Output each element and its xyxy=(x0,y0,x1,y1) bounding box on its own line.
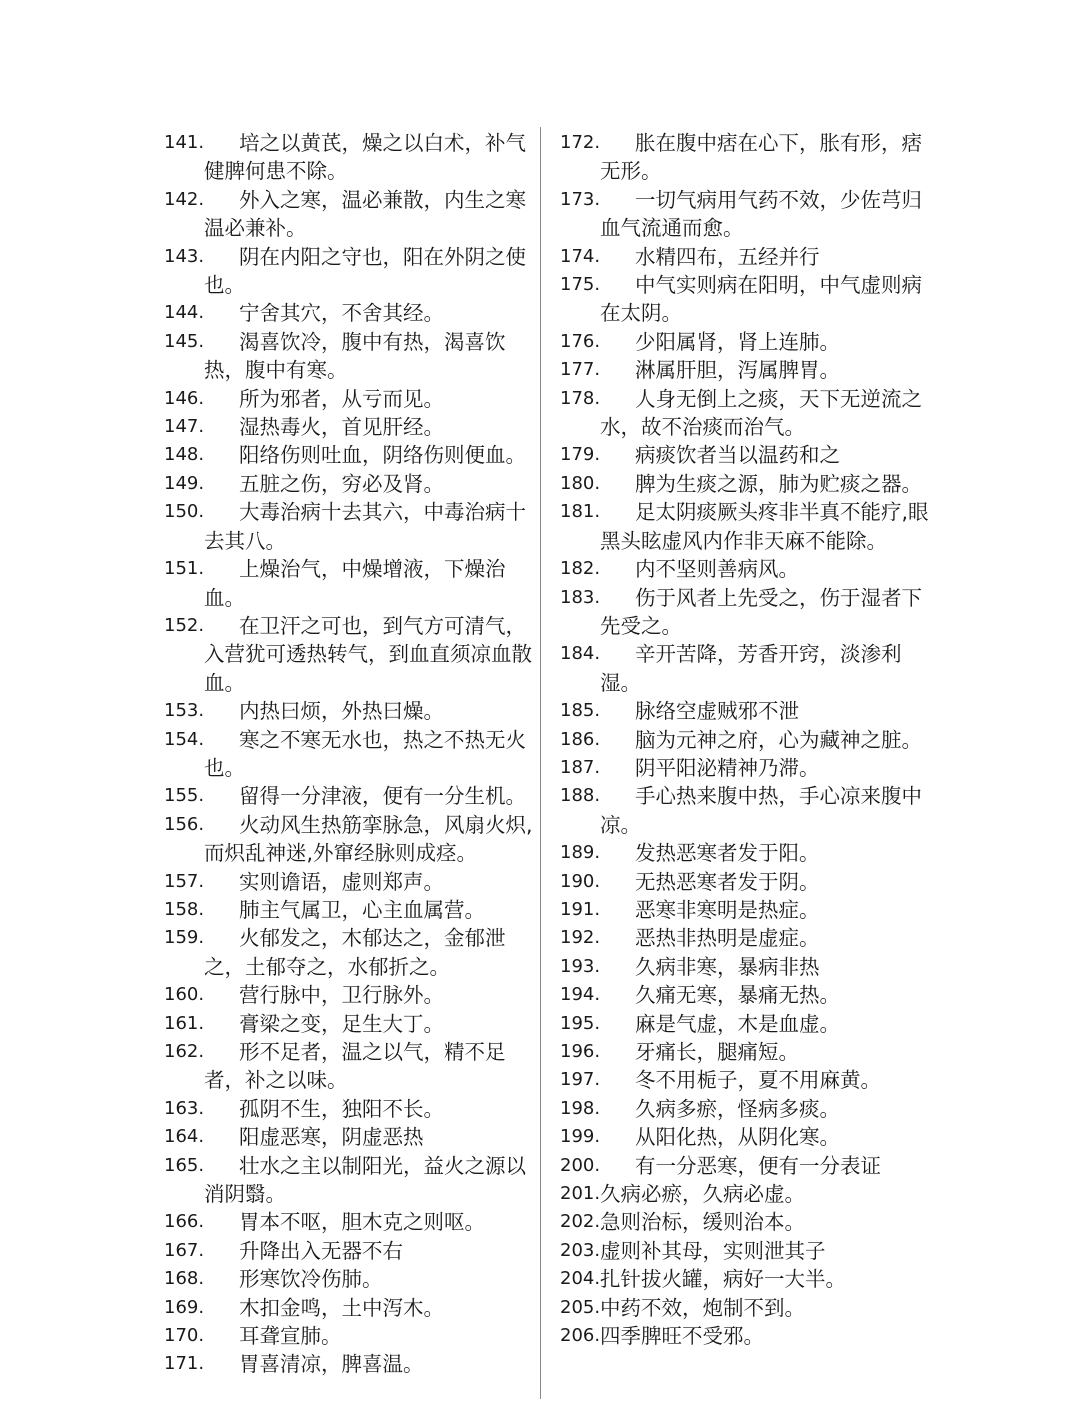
entry-text: 脑为元神之府，心为藏神之脏。 xyxy=(635,727,922,752)
saying-entry xyxy=(560,441,935,469)
entry-number: 148. xyxy=(164,444,205,466)
saying-entry xyxy=(560,243,935,271)
saying-entry xyxy=(164,328,536,385)
entry-text: 肺主气属卫，心主血属营。 xyxy=(239,897,485,922)
entry-number: 154. xyxy=(164,728,205,750)
entry-number: 147. xyxy=(164,416,205,438)
entry-text: 上燥治气，中燥增液，下燥治血。 xyxy=(204,557,506,610)
entry-number: 203. xyxy=(560,1239,601,1261)
saying-entry xyxy=(560,868,935,896)
entry-text: 阳虚恶寒，阴虚恶热 xyxy=(239,1125,424,1150)
entry-number: 157. xyxy=(164,870,205,892)
saying-entry xyxy=(164,1010,536,1038)
entry-text: 升降出入无器不右 xyxy=(239,1238,403,1263)
saying-entry xyxy=(560,782,935,839)
saying-entry xyxy=(164,1038,536,1095)
entry-text: 四季脾旺不受邪。 xyxy=(600,1324,764,1349)
saying-entry xyxy=(560,754,935,782)
saying-entry xyxy=(560,1322,935,1350)
entry-number: 166. xyxy=(164,1211,205,1233)
saying-entry xyxy=(164,1294,536,1322)
entry-text: 内热曰烦，外热曰燥。 xyxy=(239,699,444,724)
saying-entry xyxy=(560,1123,935,1151)
entry-number: 189. xyxy=(560,842,601,864)
entry-number: 152. xyxy=(164,614,205,636)
entry-text: 久病非寒，暴病非热 xyxy=(635,954,820,979)
entry-text: 扎针拔火罐，病好一大半。 xyxy=(600,1267,846,1292)
entry-number: 200. xyxy=(560,1154,601,1176)
saying-entry xyxy=(560,981,935,1009)
entry-number: 142. xyxy=(164,188,205,210)
entry-text: 中气实则病在阳明，中气虚则病在太阴。 xyxy=(600,273,922,326)
entry-number: 141. xyxy=(164,132,205,153)
saying-entry xyxy=(560,328,935,356)
saying-entry xyxy=(164,896,536,924)
entry-text: 膏梁之变，足生大丁。 xyxy=(239,1011,444,1036)
entry-number: 150. xyxy=(164,501,205,523)
saying-entry xyxy=(560,1066,935,1094)
saying-entry xyxy=(560,640,935,697)
entry-text: 辛开苦降，芳香开窍，淡渗利湿。 xyxy=(600,642,902,695)
entry-number: 188. xyxy=(560,785,601,807)
entry-text: 形不足者，温之以气，精不足者，补之以味。 xyxy=(204,1040,506,1093)
entry-number: 193. xyxy=(560,955,601,977)
saying-entry xyxy=(560,356,935,384)
entry-text: 五脏之伤，穷必及肾。 xyxy=(239,471,444,496)
entry-number: 158. xyxy=(164,898,205,920)
entry-text: 脾为生痰之源，肺为贮痰之器。 xyxy=(635,471,922,496)
saying-entry xyxy=(164,385,536,413)
entry-text: 胀在腹中痞在心下，胀有形，痞无形。 xyxy=(600,131,922,184)
saying-entry xyxy=(560,1294,935,1322)
entry-number: 185. xyxy=(560,700,601,722)
entry-number: 182. xyxy=(560,558,601,580)
entry-text: 所为邪者，从亏而见。 xyxy=(239,386,444,411)
entry-number: 169. xyxy=(164,1296,205,1318)
entry-number: 181. xyxy=(560,501,601,523)
saying-entry xyxy=(164,441,536,469)
saying-entry xyxy=(560,1152,935,1180)
entry-text: 少阳属肾，肾上连肺。 xyxy=(635,329,840,354)
saying-entry xyxy=(164,1350,536,1378)
saying-entry xyxy=(560,271,935,328)
entry-number: 165. xyxy=(164,1154,205,1176)
entry-text: 牙痛长，腿痛短。 xyxy=(635,1040,799,1064)
saying-entry xyxy=(164,413,536,441)
saying-entry xyxy=(164,498,536,555)
entry-text: 火动风生热筋挛脉急，风扇火炽,而炽乱神迷,外窜经脉则成痉。 xyxy=(204,812,533,866)
entry-number: 177. xyxy=(560,359,601,381)
saying-entry xyxy=(560,385,935,442)
entry-number: 197. xyxy=(560,1069,601,1091)
entry-text: 发热恶寒者发于阳。 xyxy=(635,841,820,866)
entry-text: 留得一分津液，便有一分生机。 xyxy=(239,784,526,809)
saying-entry xyxy=(164,1152,536,1209)
entry-number: 176. xyxy=(560,330,601,352)
entry-number: 184. xyxy=(560,643,601,665)
saying-entry xyxy=(560,1038,935,1066)
entry-text: 病痰饮者当以温药和之 xyxy=(635,443,840,468)
entry-text: 一切气病用气药不效，少佐芎归血气流通而愈。 xyxy=(600,187,922,241)
entry-number: 145. xyxy=(164,330,205,352)
entry-text: 手心热来腹中热，手心凉来腹中凉。 xyxy=(600,784,922,837)
entry-number: 186. xyxy=(560,728,601,750)
entry-text: 久病多瘀，怪病多痰。 xyxy=(635,1096,840,1121)
saying-entry xyxy=(560,1095,935,1123)
entry-text: 火郁发之，木郁达之，金郁泄之，土郁夺之，水郁折之。 xyxy=(204,926,506,979)
saying-entry xyxy=(164,782,536,810)
saying-entry xyxy=(164,612,536,697)
saying-entry xyxy=(560,498,935,555)
entry-text: 木扣金鸣，土中泻木。 xyxy=(239,1295,444,1320)
saying-entry xyxy=(164,470,536,498)
entry-text: 阴平阳泌精神乃滞。 xyxy=(635,755,820,780)
saying-entry xyxy=(560,1180,935,1208)
saying-entry xyxy=(560,697,935,725)
entry-text: 脉络空虚贼邪不泄 xyxy=(635,699,799,724)
entry-number: 163. xyxy=(164,1097,205,1119)
entry-text: 从阳化热，从阴化寒。 xyxy=(635,1125,840,1150)
entry-number: 187. xyxy=(560,756,601,778)
entry-text: 虚则补其母，实则泄其子 xyxy=(600,1238,826,1263)
column-divider xyxy=(540,127,541,1399)
entry-number: 162. xyxy=(164,1041,205,1062)
entry-text: 大毒治病十去其六，中毒治病十去其八。 xyxy=(204,500,526,553)
saying-entry xyxy=(164,981,536,1009)
entry-number: 144. xyxy=(164,302,205,324)
entry-number: 155. xyxy=(164,785,205,807)
saying-entry xyxy=(560,1237,935,1265)
saying-entry xyxy=(560,1265,935,1293)
saying-entry xyxy=(164,129,536,186)
entry-number: 149. xyxy=(164,472,205,494)
saying-entry xyxy=(560,186,935,243)
entry-text: 恶寒非寒明是热症。 xyxy=(635,897,820,922)
entry-text: 有一分恶寒，便有一分表证 xyxy=(635,1153,881,1178)
entry-text: 寒之不寒无水也，热之不热无火也。 xyxy=(204,727,526,780)
entry-text: 胃喜清凉，脾喜温。 xyxy=(239,1352,424,1377)
entry-number: 170. xyxy=(164,1325,205,1347)
saying-entry xyxy=(560,555,935,583)
entry-text: 无热恶寒者发于阴。 xyxy=(635,869,820,894)
entry-text: 培之以黄芪，燥之以白术，补气健脾何患不除。 xyxy=(204,131,526,184)
entry-number: 167. xyxy=(164,1239,205,1261)
entry-text: 恶热非热明是虚症。 xyxy=(635,926,820,951)
entry-number: 151. xyxy=(164,558,205,580)
entry-text: 水精四布，五经并行 xyxy=(635,244,820,269)
saying-entry xyxy=(164,1123,536,1151)
saying-entry xyxy=(164,868,536,896)
entry-number: 175. xyxy=(560,274,601,296)
entry-text: 麻是气虚，木是血虚。 xyxy=(635,1011,840,1036)
entry-number: 178. xyxy=(560,387,601,409)
saying-entry xyxy=(164,924,536,981)
entry-text: 胃本不呕，胆木克之则呕。 xyxy=(239,1210,485,1235)
entry-number: 192. xyxy=(560,927,601,949)
saying-entry xyxy=(560,1010,935,1038)
entry-text: 人身无倒上之痰，天下无逆流之水，故不治痰而治气。 xyxy=(600,386,922,440)
entry-text: 形寒饮冷伤肺。 xyxy=(239,1267,383,1292)
saying-entry xyxy=(560,1208,935,1236)
entry-number: 206. xyxy=(560,1325,601,1347)
entry-text: 耳聋宣肺。 xyxy=(239,1324,342,1349)
entry-number: 161. xyxy=(164,1012,205,1034)
entry-number: 168. xyxy=(164,1268,205,1290)
entry-number: 172. xyxy=(560,132,601,153)
entry-text: 宁舍其穴，不舍其经。 xyxy=(239,301,444,326)
entry-number: 153. xyxy=(164,700,205,722)
entry-number: 194. xyxy=(560,984,601,1006)
saying-entry xyxy=(560,924,935,952)
saying-entry xyxy=(560,584,935,641)
left-column xyxy=(164,129,536,1379)
entry-number: 205. xyxy=(560,1296,601,1318)
entry-number: 146. xyxy=(164,387,205,409)
entry-text: 淋属肝胆，泻属脾胃。 xyxy=(635,358,840,383)
entry-text: 外入之寒，温必兼散，内生之寒温必兼补。 xyxy=(204,187,526,241)
saying-entry xyxy=(560,839,935,867)
entry-text: 壮水之主以制阳光，益火之源以消阴翳。 xyxy=(204,1153,526,1207)
entry-number: 173. xyxy=(560,188,601,210)
saying-entry xyxy=(164,726,536,783)
entry-number: 201. xyxy=(560,1183,601,1205)
saying-entry xyxy=(164,1265,536,1293)
entry-number: 199. xyxy=(560,1126,601,1148)
entry-text: 营行脉中，卫行脉外。 xyxy=(239,983,444,1008)
saying-entry xyxy=(560,896,935,924)
entry-number: 156. xyxy=(164,813,205,835)
entry-text: 冬不用栀子，夏不用麻黄。 xyxy=(635,1068,881,1093)
entry-number: 174. xyxy=(560,245,601,267)
entry-text: 湿热毒火，首见肝经。 xyxy=(239,415,444,440)
entry-text: 久病必瘀，久病必虚。 xyxy=(600,1182,805,1207)
saying-entry xyxy=(164,1237,536,1265)
saying-entry xyxy=(164,811,536,868)
entry-text: 久痛无寒，暴痛无热。 xyxy=(635,983,840,1008)
entry-text: 伤于风者上先受之，伤于湿者下先受之。 xyxy=(600,585,922,638)
entry-text: 急则治标，缓则治本。 xyxy=(600,1210,805,1235)
saying-entry xyxy=(560,470,935,498)
saying-entry xyxy=(164,1208,536,1236)
entry-text: 内不坚则善病风。 xyxy=(635,557,799,582)
entry-number: 179. xyxy=(560,444,601,466)
entry-number: 164. xyxy=(164,1126,205,1148)
saying-entry xyxy=(164,555,536,612)
entry-text: 阴在内阳之守也，阳在外阴之使也。 xyxy=(204,244,526,298)
entry-number: 198. xyxy=(560,1097,601,1119)
entry-number: 159. xyxy=(164,927,205,949)
saying-entry xyxy=(560,129,935,186)
saying-entry xyxy=(164,243,536,300)
saying-entry xyxy=(560,953,935,981)
entry-number: 196. xyxy=(560,1041,601,1062)
saying-entry xyxy=(164,1322,536,1350)
entry-number: 191. xyxy=(560,898,601,920)
entry-text: 实则谵语，虚则郑声。 xyxy=(239,869,444,894)
saying-entry xyxy=(164,186,536,243)
saying-entry xyxy=(164,1095,536,1123)
entry-number: 202. xyxy=(560,1211,601,1233)
entry-text: 阳络伤则吐血，阴络伤则便血。 xyxy=(239,443,526,468)
saying-entry xyxy=(560,726,935,754)
saying-entry xyxy=(164,299,536,327)
entry-number: 195. xyxy=(560,1012,601,1034)
entry-text: 在卫汗之可也，到气方可清气，入营犹可透热转气，到血直须凉血散血。 xyxy=(204,613,532,695)
entry-number: 143. xyxy=(164,245,205,267)
right-column xyxy=(560,129,935,1350)
entry-number: 160. xyxy=(164,984,205,1006)
entry-number: 204. xyxy=(560,1268,601,1290)
entry-text: 渴喜饮冷，腹中有热，渴喜饮热，腹中有寒。 xyxy=(204,329,506,383)
entry-text: 孤阴不生，独阳不长。 xyxy=(239,1096,444,1121)
entry-text: 足太阴痰厥头疼非半真不能疗,眼黑头眩虚风内作非天麻不能除。 xyxy=(600,500,929,553)
entry-number: 171. xyxy=(164,1353,205,1375)
entry-number: 180. xyxy=(560,472,601,494)
saying-entry xyxy=(164,697,536,725)
entry-number: 183. xyxy=(560,586,601,608)
entry-number: 190. xyxy=(560,870,601,892)
entry-text: 中药不效，炮制不到。 xyxy=(600,1295,805,1320)
